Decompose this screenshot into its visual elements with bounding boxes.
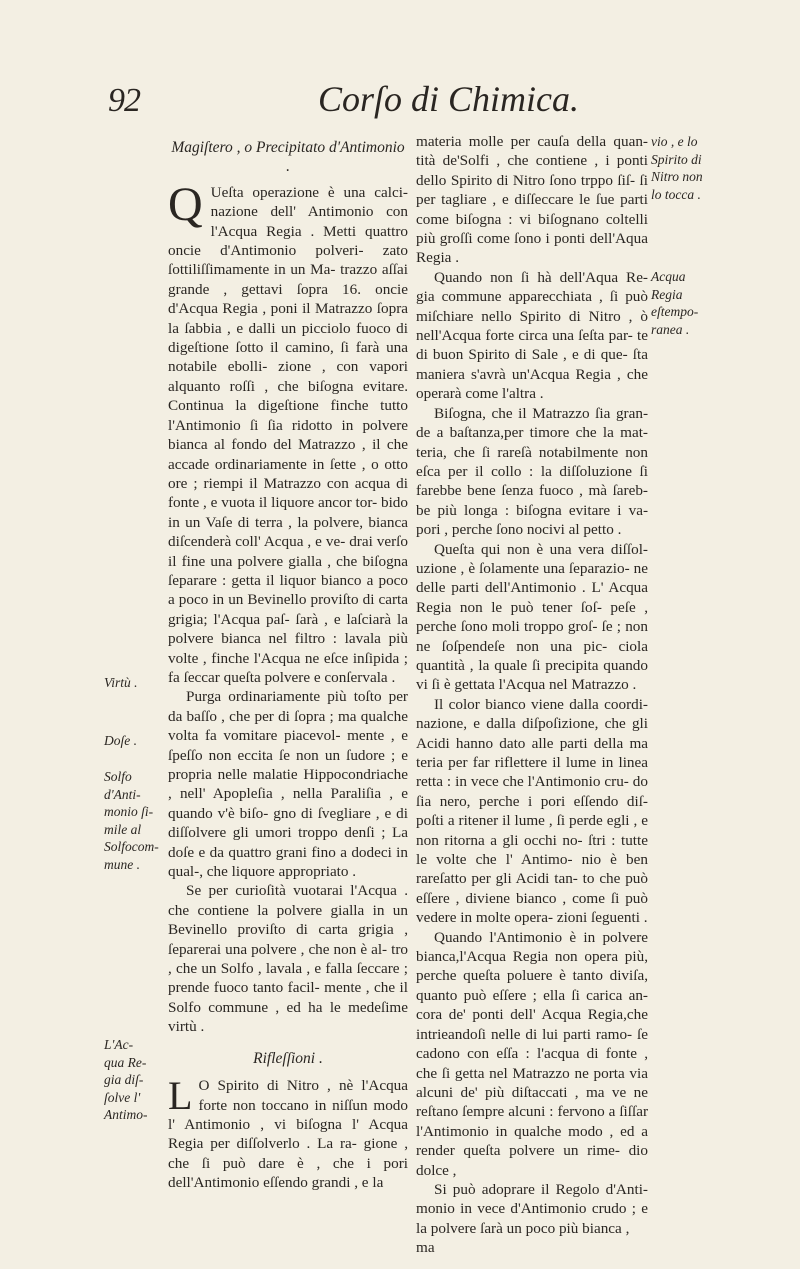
margin-line: Acqua	[651, 269, 686, 284]
margin-note-spirito-nitro	[651, 133, 703, 203]
margin-note-acqua-regia	[104, 1036, 148, 1124]
drop-cap: Q	[168, 177, 203, 231]
margin-line: vio , e lo	[651, 134, 698, 149]
right-column	[416, 132, 648, 1258]
margin-line: Nitro non	[651, 169, 703, 184]
left-column	[168, 138, 408, 1193]
paragraph: Si può adoprare il Regolo d'Anti- monio in vece d'Antimonio crudo ; e la polvere ſarà un poco più bianca ,	[416, 1180, 648, 1237]
paragraph: Quando l'Antimonio è in polvere bianca,l'Acqua Regia non opera più, perche queſta poluere è tanto diviſa, quanto può eſſere ; ella ſi carica an- cora de' ponti dell' Acqua Regia,che intrieandoſi nelle di lui parti ramo- ſe cadono con eſſa : l'acqua di fonte , che ſi getta nel Matrazzo ne porta via alcuni de' più diſtaccati , ma ve ne reſtano ſempre alcuni : fervono a ſiſſar l'Antimonio in qualche modo , ed a render queſta polvere un rime- dio dolce ,	[416, 928, 648, 1179]
margin-line: monio ſi-	[104, 804, 154, 819]
reflections-paragraph	[168, 1073, 408, 1192]
page-number: 92	[108, 82, 140, 119]
paragraph: Il color bianco viene dalla coordi- nazione, e dalla diſpoſizione, che gli Acidi hanno dato alle parti della ma teria per far riflettere il lume in linea retta : in vece che l'Antimonio cru- do ſia nero, perche i pori eſſendo diſ- poſti a ritener il lume , ſi perde egli , e non ritorna a gli occhi no- ſtri : tutte le volte che l' Antimo- nio è ben rareſatto per gli Acidi tan- to che può eſſere , diviene bianco , come ſi può vedere in molte opera- zioni ſeguenti .	[416, 695, 648, 927]
margin-line: L'Ac-	[104, 1037, 134, 1052]
reflections-heading: Rifleſſioni .	[253, 1049, 323, 1067]
margin-line: gia diſ-	[104, 1072, 144, 1087]
margin-line: Spirito di	[651, 151, 702, 167]
margin-note-acqua-regia-estemporanea	[651, 268, 698, 338]
drop-cap: L	[168, 1073, 193, 1119]
paragraph: Biſogna, che il Matrazzo ſia gran- de a baſtanza,per timore che la mat- teria, che ſi rareſà notabilmente non eſca per il collo : la diſſoluzione ſi farebbe bene ſenza fuoco , mà ſareb- be più longa : biſogna evitare i va- pori , perche ſono nocivi al petto .	[416, 404, 648, 539]
running-title: Corſo di Chimica.	[318, 79, 580, 119]
paragraph: O Spirito di Nitro , nè l'Acqua forte non toccano in niſſun modo l' Antimonio , vi biſogna l' Acqua Regia per diſſolverlo . La ra- gione , che ſi può dare è , che i pori dell'Antimonio eſſendo grandi , e la	[168, 1077, 408, 1192]
margin-line: lo tocca .	[651, 186, 701, 202]
margin-line: ranea .	[651, 321, 690, 337]
paragraph: Se per curioſità vuotarai l'Acqua . che contiene la polvere gialla in un Bevinello proviſto di carta grigia , ſeparerai una polvere , che non è al- tro , che un Solfo , lavala , e falla ſeccare ; prende fuoco tanto facil- mente , che il Solfo commune , ed ha le medeſime virtù .	[168, 882, 408, 1036]
margin-line: mile al	[104, 821, 142, 837]
margin-line: Solfocom-	[104, 839, 159, 854]
paragraph: Quando non ſi hà dell'Aqua Re- gia commune apparecchiata , ſi può miſchiare nello Spirito di Nitro , ò nell'Acqua forte circa una ſeſta par- te di buon Spirito di Sale , e di que- ſta maniera s'avrà un'Acqua Regia , che operarà come l'altra .	[416, 268, 648, 403]
opening-paragraph	[168, 177, 408, 688]
margin-line: mune .	[104, 856, 140, 872]
paragraph: materia molle per cauſa della quan- tità de'Solfi , che contiene , i ponti dello Spirito di Nitro ſono trppo ſiſ- ſi per tagliare , e diſſeccare le ſue parti come biſogna : vi biſognano coltelli più groſſi come ſono i ponti dell'Aqua Regia .	[416, 133, 648, 267]
catchword: ma	[416, 1239, 435, 1257]
margin-line: Antimo-	[104, 1107, 148, 1122]
margin-line: d'Anti-	[104, 786, 141, 802]
margin-line: Solfo	[104, 769, 132, 784]
margin-note-dose: Doſe .	[104, 733, 137, 748]
margin-note-virtu: Virtù .	[104, 675, 138, 690]
margin-note-solfo	[104, 768, 159, 873]
margin-line: ſolve l'	[104, 1089, 141, 1105]
margin-line: eſtempo-	[651, 304, 699, 319]
margin-line: Regia	[651, 286, 683, 302]
section-heading: Magiſtero , o Precipitato d'Antimonio .	[171, 139, 405, 176]
margin-line: qua Re-	[104, 1054, 147, 1070]
paragraph: Purga ordinariamente più toſto per da baſſo , che per di ſopra ; ma qualche volta fa vomitare piacevol- mente , e ſpeſſo non eccita ſe non un ſudore ; e propria nelle malatie Hippocondriache , nell' Apopleſia , nella Paraliſia , e quando v'è biſo- gno di ſvegliare , e di diſſolvere gli umori troppo denſi ; La doſe e da quattro grani fino a dodeci in qual-, che liquore appropriato .	[168, 688, 408, 881]
paragraph: Queſta qui non è una vera diſſol- uzione , è ſolamente una ſeparazio- ne delle parti dell'Antimonio . L' Acqua Regia non le può tener ſoſ- peſe , perche ſono moli troppo groſ- ſe ; non ne ſoſpendeſe non una pic- ciola quantità , la quale ſi precipita quando vi ſi è gettata l'Acqua nel Matrazzo .	[416, 540, 648, 694]
paragraph: Ueſta operazione è una calci- nazione dell' Antimonio con l'Acqua Regia . Metti quattro oncie d'Antimonio polveri- zato ſottiliſſimamente in un Ma- trazzo aſſai grande , gettavi ſopra 16. oncie d'Acqua Regia , poni il Matrazzo ſopra la ſabbia , e dalli un picciolo fuoco di digeſtione ſotto il camino, ſi farà una notabile ebolli- zione , con vapori alquanto roſſi , che biſogna evitare. Continua la digeſtione finche tutto l'Antimonio ſi ſia ridotto in polvere bianca al fondo del Matrazzo , il che accade ordinariamente in ſette , o otto ore ; riempi il Matrazzo con acqua di fonte , e vuota il liquore ancor tor- bido in un Vaſe di terra , la polvere, bianca diſcenderà coll' Acqua , e ve- drai verſo il fine una polvere gialla , che biſogna ſeparare : getta il liquor bianco a poco a poco in un Bevinello proviſto di carta grigia; l'Acqua paſ- ſarà , e laſciarà la polvere bianca nel filtro : lavala più volte , finche l'Acqua ne eſce inſipida ; fa ſeccar queſta polvere e conſervala .	[168, 183, 408, 686]
